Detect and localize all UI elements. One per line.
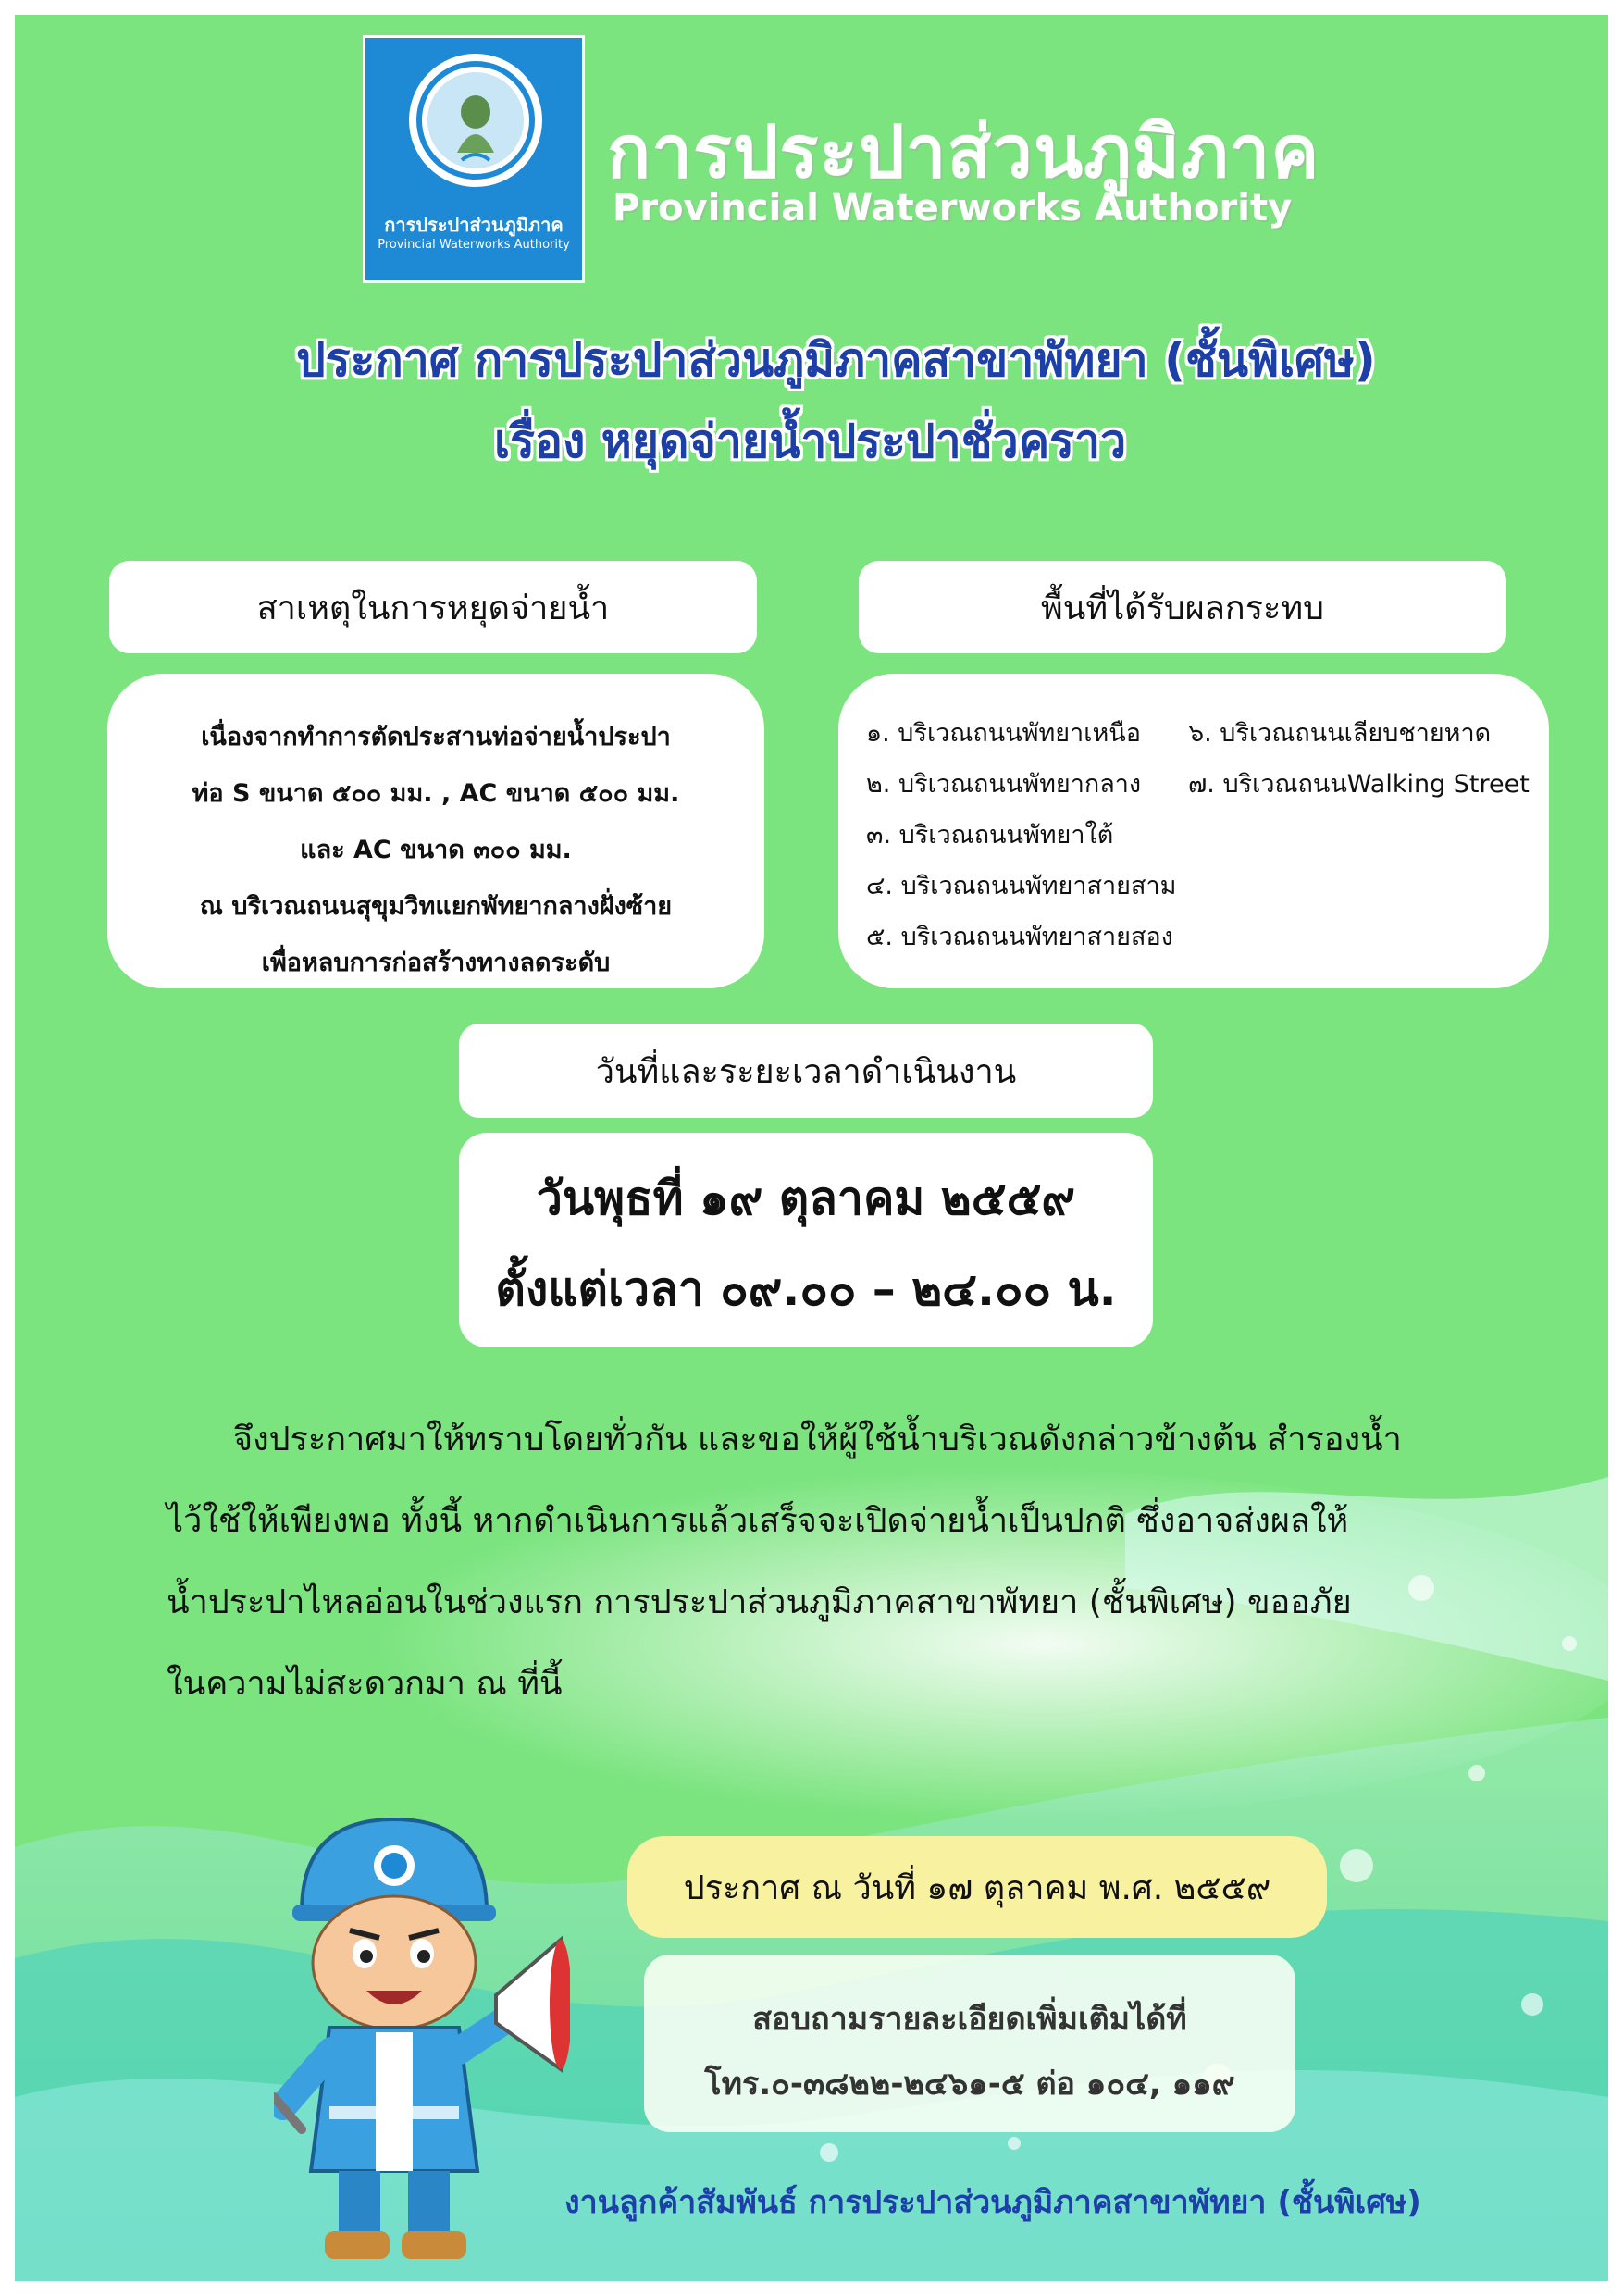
area-list-item: ๗. บริเวณถนนWalking Street <box>1188 770 1530 799</box>
area-list-item: ๕. บริเวณถนนพัทยาสายสอง <box>866 923 1173 951</box>
logo-text-english: Provincial Waterworks Authority <box>378 238 570 252</box>
cause-line: ณ บริเวณถนนสุขุมวิทแยกพัทยากลางฝั่งซ้าย <box>199 892 673 921</box>
org-name-thai: การประปาส่วนภูมิภาค <box>607 111 1320 194</box>
org-name-english: Provincial Waterworks Authority <box>613 187 1293 230</box>
body-paragraph-line: จึงประกาศมาให้ทราบโดยทั่วกัน และขอให้ผู้ใช้น้ำบริเวณดังกล่าวข้างต้น สำรองน้ำ <box>233 1421 1402 1458</box>
area-list-item: ๑. บริเวณถนนพัทยาเหนือ <box>866 719 1141 748</box>
cause-details-box <box>107 674 764 988</box>
schedule-section-title: วันที่และระยะเวลาดำเนินงาน <box>459 1024 1153 1118</box>
footer-credit: งานลูกค้าสัมพันธ์ การประปาส่วนภูมิภาคสาขาพัทยา (ชั้นพิเศษ) <box>564 2184 1421 2221</box>
contact-box <box>644 1955 1295 2132</box>
cause-line: เนื่องจากทำการตัดประสานท่อจ่ายน้ำประปา <box>201 723 671 751</box>
notice-poster <box>15 15 1608 2281</box>
headline-title: ประกาศ การประปาส่วนภูมิภาคสาขาพัทยา (ชั้นพิเศษ) <box>296 333 1376 387</box>
body-paragraph-line: ไว้ใช้ให้เพียงพอ ทั้งนี้ หากดำเนินการแล้วเสร็จจะเปิดจ่ายน้ำเป็นปกติ ซึ่งอาจส่งผลให้ <box>167 1502 1349 1540</box>
cause-line: และ AC ขนาด ๓๐๐ มม. <box>300 836 572 864</box>
body-paragraph-line: ในความไม่สะดวกมา ณ ที่นี้ <box>167 1665 563 1703</box>
affected-area-list <box>838 674 1549 988</box>
area-list-item: ๓. บริเวณถนนพัทยาใต้ <box>866 821 1114 850</box>
cause-section-title: สาเหตุในการหยุดจ่ายน้ำ <box>109 561 757 653</box>
mascot-megaphone-icon <box>274 1801 570 2264</box>
pwa-seal-icon <box>406 51 545 190</box>
schedule-date: วันพุธที่ ๑๙ ตุลาคม ๒๕๕๙ <box>536 1172 1076 1225</box>
headline-subject: เรื่อง หยุดจ่ายน้ำประปาชั่วคราว <box>494 415 1127 468</box>
contact-heading: สอบถามรายละเอียดเพิ่มเติมได้ที่ <box>752 2001 1187 2038</box>
area-list-item: ๒. บริเวณถนนพัทยากลาง <box>866 770 1142 799</box>
logo-badge <box>363 35 585 283</box>
schedule-box <box>459 1133 1153 1347</box>
cause-line: เพื่อหลบการก่อสร้างทางลดระดับ <box>261 949 611 977</box>
announcement-date: ประกาศ ณ วันที่ ๑๗ ตุลาคม พ.ศ. ๒๕๕๙ <box>627 1836 1327 1938</box>
schedule-time: ตั้งแต่เวลา ๐๙.๐๐ – ๒๔.๐๐ น. <box>495 1262 1117 1316</box>
logo-text-thai: การประปาส่วนภูมิภาค <box>384 214 564 236</box>
affected-area-title: พื้นที่ได้รับผลกระทบ <box>859 561 1506 653</box>
contact-phone: โทร.๐-๓๘๒๒-๒๔๖๑-๕ ต่อ ๑๐๔, ๑๑๙ <box>704 2066 1235 2103</box>
area-list-item: ๔. บริเวณถนนพัทยาสายสาม <box>866 872 1177 900</box>
body-paragraph-line: น้ำประปาไหลอ่อนในช่วงแรก การประปาส่วนภูมิภาคสาขาพัทยา (ชั้นพิเศษ) ขออภัย <box>167 1583 1352 1621</box>
area-list-item: ๖. บริเวณถนนเลียบชายหาด <box>1188 719 1492 748</box>
cause-line: ท่อ S ขนาด ๕๐๐ มม. , AC ขนาด ๕๐๐ มม. <box>192 779 680 808</box>
